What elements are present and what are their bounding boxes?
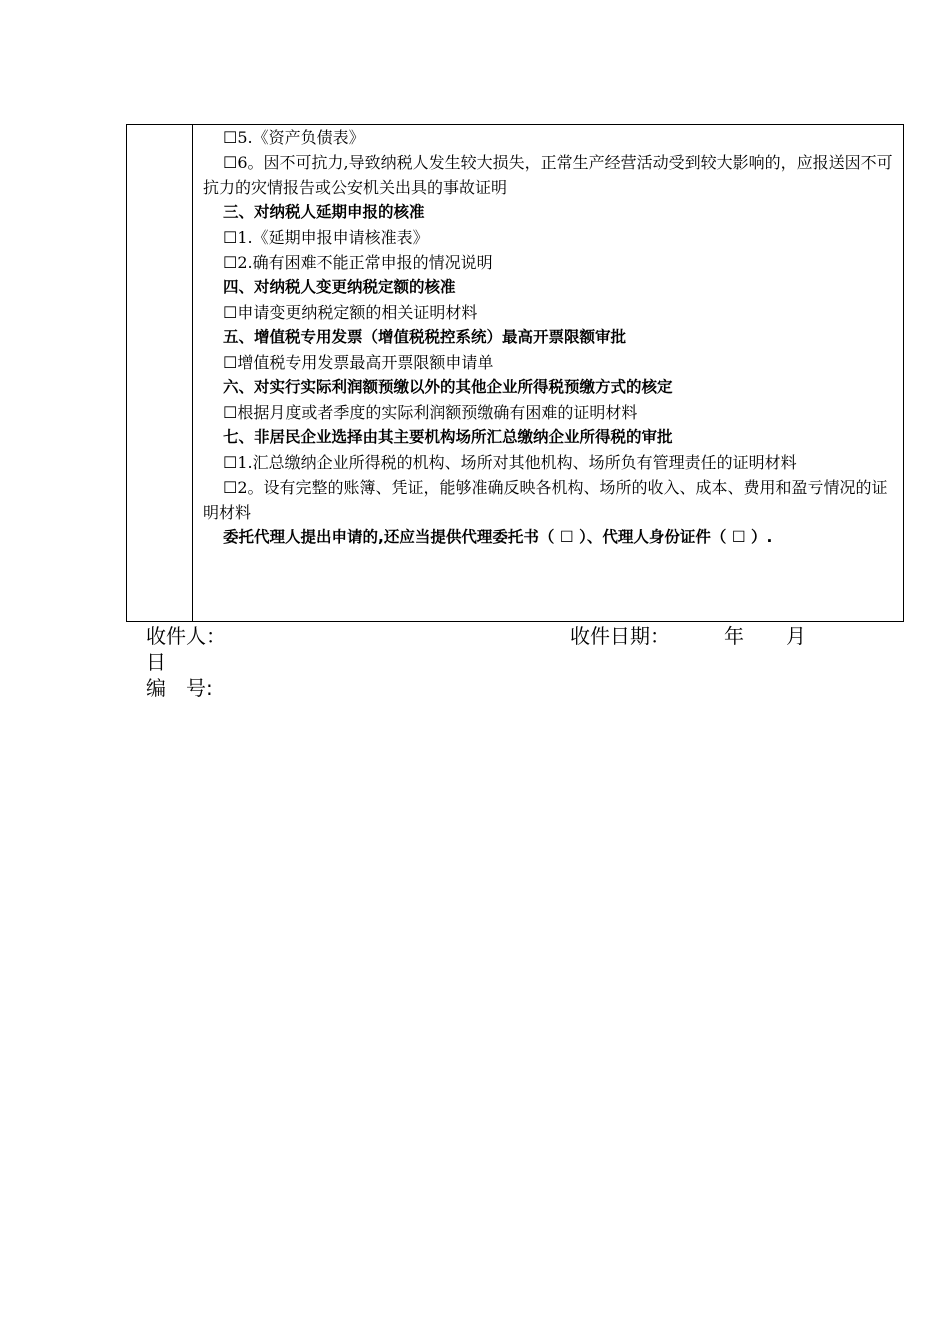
checklist-item: ☐增值税专用发票最高开票限额申请单 bbox=[223, 353, 494, 372]
checklist-item: ☐5.《资产负债表》 bbox=[223, 128, 365, 147]
section-heading: 四、对纳税人变更纳税定额的核准 bbox=[223, 278, 456, 296]
receive-date-label: 收件日期： bbox=[570, 624, 670, 648]
month-label: 月 bbox=[786, 624, 806, 648]
section-heading: 三、对纳税人延期申报的核准 bbox=[223, 203, 425, 221]
number-label: 编 号: bbox=[146, 676, 213, 700]
checklist-item: ☐申请变更纳税定额的相关证明材料 bbox=[223, 303, 478, 322]
checklist-item: ☐1.汇总缴纳企业所得税的机构、场所对其他机构、场所负有管理责任的证明材料 bbox=[223, 453, 797, 472]
section-heading: 五、增值税专用发票（增值税税控系统）最高开票限额审批 bbox=[223, 328, 627, 346]
checklist-item: ☐1.《延期申报申请核准表》 bbox=[223, 228, 429, 247]
checklist-item: ☐根据月度或者季度的实际利润额预缴确有困难的证明材料 bbox=[223, 403, 638, 422]
checklist-item: ☐6。因不可抗力,导致纳税人发生较大损失，正常生产经营活动受到较大影响的，应报送因不可抗力的灾情报告或公安机关出具的事故证明 bbox=[203, 153, 893, 197]
checklist-item: ☐2.确有困难不能正常申报的情况说明 bbox=[223, 253, 493, 272]
section-heading: 六、对实行实际利润额预缴以外的其他企业所得税预缴方式的核定 bbox=[223, 378, 673, 396]
materials-cell bbox=[194, 125, 903, 621]
section-heading: 委托代理人提出申请的,还应当提供代理委托书（ ☐ ）、代理人身份证件（ ☐ ）. bbox=[223, 528, 773, 546]
materials-table bbox=[126, 124, 904, 622]
checklist-item: ☐2。设有完整的账簿、凭证，能够准确反映各机构、场所的收入、成本、费用和盈亏情况的证明材料 bbox=[203, 478, 888, 522]
year-label: 年 bbox=[724, 624, 744, 648]
day-label: 日 bbox=[146, 650, 166, 674]
materials-list bbox=[203, 125, 895, 550]
section-heading: 七、非居民企业选择由其主要机构场所汇总缴纳企业所得税的审批 bbox=[223, 428, 673, 446]
receiver-label: 收件人： bbox=[146, 624, 226, 648]
table-label-cell bbox=[127, 125, 193, 621]
